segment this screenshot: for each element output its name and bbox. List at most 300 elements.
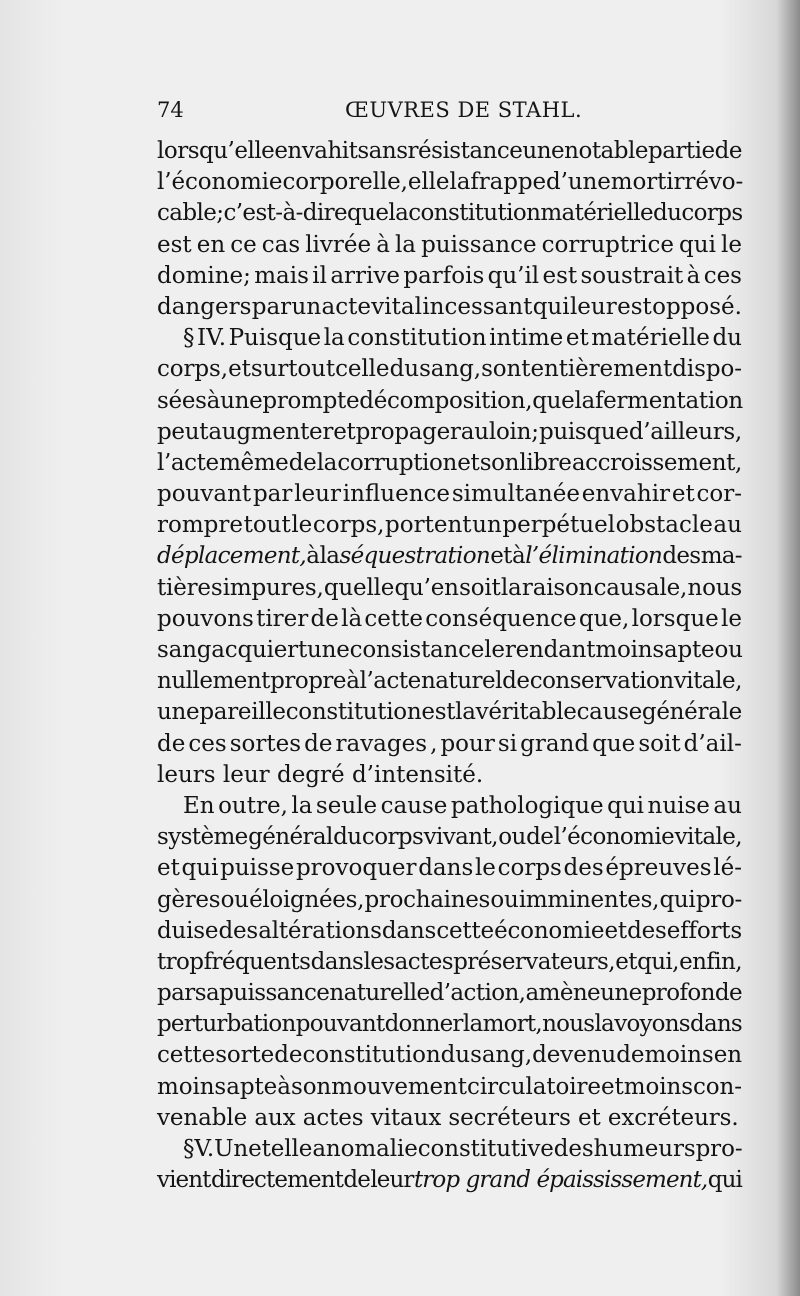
word: apte — [226, 1073, 278, 1100]
word: moins — [644, 1042, 714, 1069]
word: domine; — [157, 262, 251, 289]
word: mort — [610, 169, 667, 196]
word: que, — [578, 605, 630, 632]
text-line — [157, 822, 742, 853]
word: qui, — [637, 948, 679, 975]
text-line — [157, 1165, 742, 1196]
word: et — [671, 481, 695, 508]
word: corruption — [337, 449, 457, 476]
word: un — [291, 293, 322, 320]
text-line — [157, 1072, 742, 1103]
text-line — [157, 729, 742, 760]
word: puissance — [219, 980, 330, 1007]
word: § — [183, 325, 195, 352]
word: perturbation — [157, 1011, 296, 1038]
word: seule — [315, 792, 378, 819]
word: cor- — [696, 481, 742, 508]
word: de — [616, 1042, 645, 1069]
word: IV. — [197, 325, 227, 352]
word: est — [617, 293, 652, 320]
word: la — [291, 792, 313, 819]
word: pro- — [695, 1136, 743, 1162]
word: prochaines — [364, 886, 491, 913]
word: au — [713, 512, 742, 539]
word: matérielle — [540, 200, 653, 227]
word: accroissement, — [571, 449, 742, 476]
word: le — [291, 512, 313, 539]
word: la — [449, 169, 471, 196]
word: du — [653, 200, 682, 227]
word: matérielle — [591, 325, 710, 352]
page-header — [157, 96, 747, 126]
word: constitution — [408, 200, 541, 227]
word: peut — [157, 418, 209, 445]
word: générale — [641, 699, 742, 726]
word: une — [157, 699, 200, 726]
word: celle — [335, 356, 390, 383]
word: enfin, — [679, 948, 742, 975]
word: sont — [481, 356, 531, 383]
word: sans — [357, 138, 408, 164]
word: nous — [687, 574, 742, 601]
text-line — [157, 853, 742, 884]
word: dans — [381, 917, 437, 944]
word: envahir — [581, 481, 671, 508]
word: une — [600, 980, 642, 1007]
word: du — [440, 1042, 471, 1069]
word: parfois — [403, 262, 485, 289]
word: con- — [693, 1073, 742, 1100]
word: l’économie — [553, 824, 675, 851]
word: surtout — [250, 356, 335, 383]
word: que — [592, 730, 636, 757]
word: voyons — [614, 1011, 690, 1038]
word: lorsque — [631, 605, 719, 632]
word: préservateurs, — [453, 948, 615, 975]
word: actes — [394, 948, 453, 975]
word: intime — [489, 325, 564, 352]
word: Puisque — [228, 325, 322, 352]
word: propager — [355, 418, 461, 445]
word: propre — [270, 668, 347, 695]
text-line — [157, 510, 742, 541]
word: acte — [321, 293, 371, 320]
text-line — [157, 198, 742, 229]
word: circulatoire — [467, 1073, 601, 1100]
word: impures, — [222, 574, 324, 601]
word: la — [500, 574, 522, 601]
text-line — [157, 167, 742, 198]
word: grand — [520, 730, 590, 757]
word: son — [479, 449, 519, 476]
word: cette — [436, 917, 494, 944]
word: ; — [531, 418, 539, 445]
word: V. — [194, 1136, 215, 1162]
word: pro- — [695, 886, 742, 913]
word: cause — [380, 792, 448, 819]
word: une — [307, 637, 350, 663]
word: , — [525, 387, 533, 414]
word: pouvons — [157, 605, 254, 632]
word: devenu — [532, 1042, 617, 1069]
word: influence — [342, 481, 451, 508]
word: d’une — [546, 169, 611, 196]
word: qu’il — [487, 262, 540, 289]
word: l’économie — [157, 169, 283, 196]
word: partie — [647, 138, 715, 164]
word: véritable — [475, 699, 577, 726]
word: leur — [294, 481, 341, 508]
word: En — [183, 792, 215, 819]
word: simultanée — [451, 481, 580, 508]
word: à — [376, 231, 390, 258]
text-line — [157, 479, 742, 510]
word: causale, — [593, 574, 688, 601]
word: constitution — [302, 1042, 441, 1069]
word: par — [251, 293, 292, 320]
word: la — [388, 200, 409, 227]
text-segment: leurs leur degré d’intensité. — [157, 761, 484, 788]
word: arrive — [330, 262, 400, 289]
italic-phrase: déplacement, — [157, 543, 307, 570]
word: elle — [407, 169, 450, 196]
word: en — [196, 231, 226, 258]
word: là — [341, 605, 363, 632]
word: ces — [703, 262, 742, 289]
word: des — [563, 855, 604, 882]
word: le — [720, 605, 742, 632]
word: de — [714, 138, 742, 164]
word: par — [157, 980, 195, 1007]
text-line — [157, 1134, 742, 1165]
word: puissance — [421, 231, 537, 258]
word: la — [462, 1011, 483, 1038]
word: perpétuel — [502, 512, 616, 539]
text-line — [157, 635, 742, 666]
word: gères — [157, 886, 221, 913]
word: à — [511, 543, 525, 570]
page-number: 74 — [157, 98, 184, 122]
word: ou — [498, 824, 526, 851]
word: de — [274, 1042, 303, 1069]
word: amène — [525, 980, 601, 1007]
italic-phrase: trop grand épaississement, — [413, 1167, 708, 1194]
word: pouvant — [295, 1011, 385, 1038]
word: altérations — [258, 917, 382, 944]
word: portent — [385, 512, 472, 539]
word: et — [604, 917, 627, 944]
word: de — [310, 605, 339, 632]
word: incessant — [422, 293, 533, 320]
word: ce — [230, 231, 257, 258]
word: tirer — [256, 605, 309, 632]
word: d’action, — [429, 980, 526, 1007]
word: livrée — [305, 231, 372, 258]
word: dangers — [157, 293, 252, 320]
word: et — [228, 356, 251, 383]
word: dans — [418, 855, 474, 882]
word: moins — [623, 1073, 693, 1100]
word: cable; — [157, 200, 224, 227]
word: qui — [707, 1167, 742, 1194]
word: ou — [220, 886, 249, 913]
word: pathologique — [450, 792, 604, 819]
word: il — [312, 262, 327, 289]
word: nullement — [157, 668, 270, 695]
word: vitale, — [673, 668, 742, 695]
word: anomalie — [312, 1136, 418, 1162]
word: et — [157, 855, 180, 882]
word: envahit — [274, 138, 358, 164]
word: nous — [542, 1011, 595, 1038]
word: libre — [519, 449, 572, 476]
word: mouvement — [331, 1073, 467, 1100]
word: rendant — [504, 637, 596, 663]
word: qu’en — [394, 574, 459, 601]
text-line — [157, 697, 742, 728]
text-line — [157, 1103, 742, 1134]
word: le — [474, 855, 496, 882]
word: naturel — [420, 668, 502, 695]
word: constitution — [285, 699, 422, 726]
word: opposé. — [652, 293, 742, 320]
word: rompre — [157, 512, 243, 539]
word: soit — [638, 730, 681, 757]
text-segment: venable aux actes vitaux secréteurs et excréteurs. — [157, 1104, 739, 1131]
word: corps, — [312, 512, 385, 539]
word: à — [206, 387, 221, 414]
word: , — [430, 730, 438, 757]
word: directement — [210, 1167, 343, 1194]
word: l’acte — [157, 449, 219, 476]
word: irrévo- — [666, 169, 744, 196]
word: corps — [361, 824, 424, 851]
word: de — [157, 730, 186, 757]
word: leur — [569, 293, 617, 320]
word: les — [363, 948, 395, 975]
text-line — [157, 947, 742, 978]
text-line — [157, 136, 742, 167]
word: que — [347, 200, 389, 227]
word: tières — [157, 574, 223, 601]
text-line — [157, 604, 742, 635]
word: son — [290, 1073, 332, 1100]
word: la — [574, 387, 595, 414]
word: obstacle — [615, 512, 713, 539]
word: frappe — [470, 169, 546, 196]
word: acquiert — [211, 637, 308, 663]
word: constitutive — [417, 1136, 554, 1162]
word: de — [526, 824, 554, 851]
text-line — [157, 292, 742, 323]
word: consistance — [349, 637, 485, 663]
text-line — [157, 666, 742, 697]
text-line — [157, 978, 742, 1009]
body-text — [157, 136, 742, 1196]
word: épreuves — [605, 855, 712, 882]
word: est — [542, 262, 578, 289]
word: notable — [564, 138, 648, 164]
word: Une — [214, 1136, 262, 1162]
word: ma- — [700, 543, 742, 570]
word: si — [497, 730, 518, 757]
word: duise — [157, 917, 219, 944]
word: à — [306, 543, 320, 570]
word: des — [627, 917, 667, 944]
word: la — [319, 543, 340, 570]
word: sang — [470, 1042, 525, 1069]
word: l’acte — [359, 668, 421, 695]
word: entièrement — [530, 356, 673, 383]
text-line — [157, 261, 742, 292]
word: loin — [488, 418, 532, 445]
word: est — [157, 231, 192, 258]
word: apte — [663, 637, 715, 663]
word: corps — [681, 200, 743, 227]
word: de — [288, 449, 317, 476]
word: cas — [261, 231, 301, 258]
word: corps — [497, 855, 562, 882]
word: d’ail- — [683, 730, 742, 757]
word: sang — [157, 637, 212, 663]
word: au — [460, 418, 489, 445]
word: est — [421, 699, 456, 726]
word: la — [394, 231, 417, 258]
word: une — [220, 387, 263, 414]
word: de — [304, 730, 333, 757]
word: ou — [714, 637, 743, 663]
word: c’est-à-dire — [223, 200, 348, 227]
word: pour — [440, 730, 495, 757]
word: la — [323, 325, 345, 352]
word: augmenter — [208, 418, 334, 445]
text-line — [157, 1009, 742, 1040]
word: par — [252, 481, 293, 508]
word: du — [389, 356, 419, 383]
word: en — [713, 1042, 742, 1069]
word: profonde — [641, 980, 742, 1007]
word: de — [502, 668, 530, 695]
word: le — [721, 231, 742, 258]
word: corruptrice — [541, 231, 674, 258]
word: économie — [494, 917, 605, 944]
word: même — [219, 449, 289, 476]
text-line — [157, 354, 742, 385]
text-line — [157, 386, 742, 417]
text-line — [157, 916, 742, 947]
word: humeurs — [593, 1136, 696, 1162]
word: des — [218, 917, 259, 944]
word: dispo- — [672, 356, 742, 383]
word: la — [594, 1011, 614, 1038]
text-line — [157, 760, 742, 791]
word: prompte — [262, 387, 360, 414]
word: un — [472, 512, 502, 539]
word: provoquer — [295, 855, 417, 882]
word: qui — [607, 792, 645, 819]
word: fréquents — [203, 948, 311, 975]
word: qui — [679, 231, 716, 258]
word: quelle — [323, 574, 395, 601]
text-line — [157, 1040, 742, 1071]
word: ou — [490, 886, 519, 913]
word: telle — [261, 1136, 313, 1162]
word: que — [532, 387, 575, 414]
word: soit — [459, 574, 501, 601]
word: outre, — [218, 792, 288, 819]
word: et — [457, 449, 480, 476]
word: corps, — [157, 356, 228, 383]
word: dans — [310, 948, 364, 975]
word: vient — [157, 1167, 211, 1194]
word: du — [333, 824, 362, 851]
word: une — [522, 138, 565, 164]
word: sang, — [419, 356, 481, 383]
word: système — [157, 824, 248, 851]
word: à — [277, 1073, 291, 1100]
word: pouvant — [157, 481, 252, 508]
word: ravages — [335, 730, 428, 757]
word: sorte — [215, 1042, 275, 1069]
word: et — [565, 325, 589, 352]
word: fermentation — [594, 387, 743, 414]
word: d’ailleurs, — [628, 418, 742, 445]
word: du — [712, 325, 742, 352]
word: vital — [371, 293, 422, 320]
word: à — [686, 262, 701, 289]
text-line — [157, 417, 742, 448]
word: tout — [243, 512, 291, 539]
word: trop — [157, 948, 204, 975]
word: cette — [157, 1042, 216, 1069]
word: le — [484, 637, 505, 663]
word: sa — [194, 980, 220, 1007]
word: à — [346, 668, 360, 695]
word: lé- — [713, 855, 742, 882]
word: sortes — [229, 730, 302, 757]
word: et — [333, 418, 356, 445]
word: général — [248, 824, 333, 851]
word: ces — [188, 730, 227, 757]
text-line — [157, 323, 742, 354]
word: constitution — [347, 325, 487, 352]
word: naturelle — [329, 980, 430, 1007]
text-line — [157, 230, 742, 261]
word: leur — [370, 1167, 414, 1194]
word: la — [316, 449, 337, 476]
word: des — [662, 543, 701, 570]
word: qui — [181, 855, 219, 882]
word: efforts — [666, 917, 742, 944]
word: mais — [254, 262, 309, 289]
italic-phrase: séquestration — [339, 543, 490, 570]
word: éloignées, — [249, 886, 365, 913]
word: de — [343, 1167, 370, 1194]
word: cause — [576, 699, 642, 726]
text-line — [157, 791, 742, 822]
italic-phrase: l’élimination — [525, 543, 663, 570]
word: lorsqu’elle — [157, 138, 275, 164]
word: conservation — [529, 668, 674, 695]
word: qui — [659, 886, 696, 913]
word: et — [601, 1073, 624, 1100]
word: moins — [595, 637, 664, 663]
word: moins — [157, 1073, 227, 1100]
text-line — [157, 541, 742, 572]
word: dans — [690, 1011, 742, 1038]
word: donner — [384, 1011, 463, 1038]
word: vivant, — [423, 824, 498, 851]
